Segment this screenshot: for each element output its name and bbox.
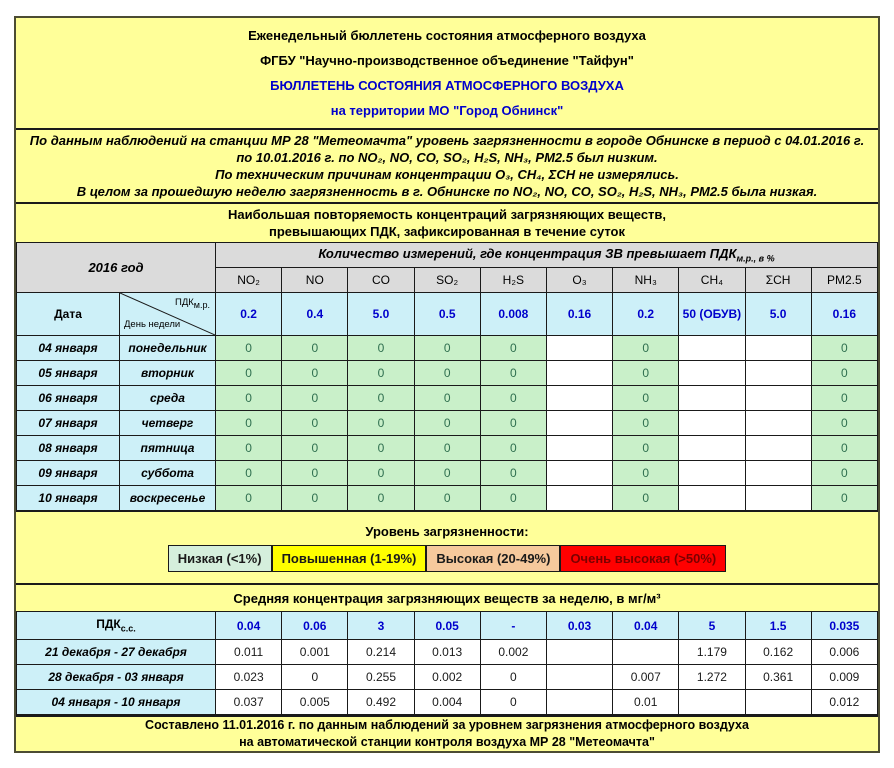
weekly-row [17,690,878,715]
pollutant-header-cell: SO₂ [414,268,480,293]
weekly-value-cell [613,640,679,665]
date-header-cell: Дата [17,293,120,336]
daily-value-cell [546,336,612,361]
pdk-mr-value-cell: 0.16 [546,293,612,336]
pollutant-header-cell: ΣCH [745,268,811,293]
daily-value-cell: 0 [613,361,679,386]
weekly-value-cell: 0.162 [745,640,811,665]
daily-value-cell: 0 [216,386,282,411]
weekly-value-cell: 0.005 [282,690,348,715]
measurements-header-cell: Количество измерений, где концентрация ЗВ превышает $ПДК_{м.р., в \%}$ [216,243,878,268]
daily-value-cell: 0 [282,461,348,486]
daily-row [17,411,878,436]
daily-table-title [16,204,878,242]
weekly-value-cell: 0.01 [613,690,679,715]
pollutant-header-cell: CO [348,268,414,293]
daily-value-cell: 0 [348,461,414,486]
daily-value-cell: 0 [216,336,282,361]
legend-title: Уровень загрязненности: [365,523,529,539]
daily-value-cell [546,436,612,461]
daily-value-cell: 0 [613,486,679,511]
daily-value-cell: 0 [282,411,348,436]
legend-item: Низкая (<1%) [168,545,272,572]
daily-value-cell [679,411,745,436]
day-cell: пятница [120,436,216,461]
intro-line-1: По данным наблюдений на станции МР 28 "Метеомачта" уровень загрязненности в городе Обнинске в период с 04.01.2016 г. по 10.01.2016 г. по NO₂, NO, CO, SO₂, H₂S, NH₃, PM2.5 был низким. [29,133,865,165]
date-cell: 07 января [17,411,120,436]
weekly-value-cell: 0 [480,665,546,690]
day-cell: вторник [120,361,216,386]
daily-row [17,486,878,511]
week-label-cell: 04 января - 10 января [17,690,216,715]
territory-title: на территории МО "Город Обнинск" [330,103,564,118]
daily-value-cell [679,436,745,461]
bulletin-subtitle: Еженедельный бюллетень состояния атмосферного воздуха [248,28,646,43]
week-label-cell: 21 декабря - 27 декабря [17,640,216,665]
pollutant-header-cell: NO [282,268,348,293]
daily-value-cell: 0 [811,411,877,436]
footer-line-2: на автоматической станции контроля воздуха МР 28 "Метеомачта" [239,735,655,749]
daily-value-cell: 0 [811,436,877,461]
daily-value-cell: 0 [811,361,877,386]
daily-value-cell: 0 [282,361,348,386]
daily-value-cell: 0 [613,336,679,361]
daily-row [17,336,878,361]
legend-item: Повышенная (1-19%) [272,545,427,572]
daily-value-cell: 0 [480,461,546,486]
pdk-mr-value-cell: 0.4 [282,293,348,336]
daily-value-cell: 0 [480,486,546,511]
day-cell: четверг [120,411,216,436]
daily-value-cell [745,486,811,511]
daily-value-cell: 0 [811,386,877,411]
diagonal-header-cell [120,293,216,336]
daily-row [17,461,878,486]
weekly-value-cell [546,690,612,715]
date-cell: 05 января [17,361,120,386]
weekly-table-body [17,612,878,715]
weekly-value-cell: 0.001 [282,640,348,665]
daily-value-cell: 0 [216,411,282,436]
daily-value-cell: 0 [414,386,480,411]
pdk-ss-value-cell: 0.035 [811,612,877,640]
pdk-ss-label-cell: $ПДК_{с.с.}$ [17,612,216,640]
week-label-cell: 28 декабря - 03 января [17,665,216,690]
intro-block [16,130,878,204]
daily-value-cell: 0 [613,436,679,461]
date-cell: 08 января [17,436,120,461]
daily-value-cell: 0 [348,486,414,511]
daily-value-cell: 0 [216,461,282,486]
daily-value-cell [745,336,811,361]
year-header-cell: 2016 год [17,243,216,293]
intro-line-3: В целом за прошедшую неделю загрязненность в г. Обнинске по NO₂, NO, CO, SO₂, H₂S, NH₃, PM2.5 была низкая. [76,184,818,199]
daily-value-cell [679,386,745,411]
weekly-value-cell: 1.272 [679,665,745,690]
weekly-value-cell: 1.179 [679,640,745,665]
weekly-value-cell: 0.037 [216,690,282,715]
daily-header-row-1 [17,243,878,268]
daily-value-cell: 0 [414,461,480,486]
daily-value-cell: 0 [216,436,282,461]
weekly-value-cell: 0.012 [811,690,877,715]
daily-value-cell: 0 [480,336,546,361]
daily-value-cell: 0 [414,436,480,461]
daily-value-cell: 0 [414,361,480,386]
daily-value-cell [679,336,745,361]
pollutant-header-cell: O₃ [546,268,612,293]
daily-row [17,386,878,411]
page-title: БЮЛЛЕТЕНЬ СОСТОЯНИЯ АТМОСФЕРНОГО ВОЗДУХА [270,78,624,93]
pdk-ss-value-cell: 0.04 [216,612,282,640]
pdk-mr-value-cell: 0.2 [216,293,282,336]
daily-value-cell [546,386,612,411]
daily-value-cell: 0 [480,386,546,411]
pollutant-header-cell: PM2.5 [811,268,877,293]
footer-line-1: Составлено 11.01.2016 г. по данным наблюдений за уровнем загрязнения атмосферного воздуха [145,718,749,732]
date-cell: 10 января [17,486,120,511]
weekly-value-cell: 0.011 [216,640,282,665]
pdk-mr-value-cell: 50 (ОБУВ) [679,293,745,336]
weekly-value-cell: 0.004 [414,690,480,715]
weekly-value-cell: 0.214 [348,640,414,665]
legend-item: Высокая (20-49%) [426,545,560,572]
date-cell: 09 января [17,461,120,486]
pdk-ss-value-cell: 0.06 [282,612,348,640]
daily-value-cell [679,486,745,511]
date-cell: 06 января [17,386,120,411]
pdk-mr-value-cell: 0.2 [613,293,679,336]
pdk-ss-value-cell: - [480,612,546,640]
pollutant-header-cell: CH₄ [679,268,745,293]
daily-value-cell: 0 [414,411,480,436]
daily-value-cell: 0 [480,436,546,461]
weekly-value-cell: 0.361 [745,665,811,690]
day-of-week-label: День недели [124,319,181,330]
day-cell: среда [120,386,216,411]
daily-value-cell: 0 [480,361,546,386]
weekly-value-cell [745,690,811,715]
daily-value-cell [546,461,612,486]
daily-value-cell: 0 [414,486,480,511]
weekly-row [17,640,878,665]
daily-value-cell [546,411,612,436]
daily-table-body [17,243,878,511]
weekly-table-title: Средняя концентрация загрязняющих веществ за неделю, в мг/м³ [233,590,661,606]
pdk-ss-row [17,612,878,640]
daily-value-cell: 0 [613,411,679,436]
daily-value-cell: 0 [348,386,414,411]
organization-name: ФГБУ "Научно-производственное объединение "Тайфун" [260,53,634,68]
bulletin-page [14,16,880,753]
intro-line-2: По техническим причинам концентрации O₃, CH₄, ΣCH не измерялись. [215,167,679,182]
pdk-mr-value-cell: 0.5 [414,293,480,336]
daily-table [16,242,878,511]
day-cell: суббота [120,461,216,486]
daily-value-cell [745,436,811,461]
weekly-value-cell [546,665,612,690]
legend-block [16,511,878,585]
pdk-ss-value-cell: 5 [679,612,745,640]
weekly-row [17,665,878,690]
pdk-mr-label: $ПДК_{м.р.}$ [175,297,210,310]
daily-value-cell [745,411,811,436]
daily-value-cell: 0 [282,436,348,461]
pdk-ss-value-cell: 1.5 [745,612,811,640]
weekly-value-cell: 0 [480,690,546,715]
daily-value-cell: 0 [414,336,480,361]
daily-value-cell: 0 [216,361,282,386]
daily-row [17,436,878,461]
daily-title-line-1: Наибольшая повторяемость концентраций загрязняющих веществ, [227,207,667,222]
daily-value-cell [745,461,811,486]
daily-value-cell [745,386,811,411]
daily-value-cell: 0 [282,486,348,511]
legend-item: Очень высокая (>50%) [560,545,726,572]
pollutant-header-cell: H₂S [480,268,546,293]
daily-value-cell [546,361,612,386]
daily-row [17,361,878,386]
daily-value-cell [679,461,745,486]
daily-value-cell: 0 [282,386,348,411]
daily-value-cell: 0 [282,336,348,361]
header-block [16,18,878,130]
pdk-mr-value-cell: 0.16 [811,293,877,336]
pdk-ss-value-cell: 0.04 [613,612,679,640]
legend-row [168,545,727,572]
pdk-mr-value-cell: 5.0 [348,293,414,336]
daily-value-cell [679,361,745,386]
weekly-value-cell: 0.002 [414,665,480,690]
weekly-value-cell: 0.255 [348,665,414,690]
day-cell: воскресенье [120,486,216,511]
pollutant-header-cell: NH₃ [613,268,679,293]
daily-value-cell: 0 [348,336,414,361]
weekly-value-cell: 0.006 [811,640,877,665]
pdk-mr-row [17,293,878,336]
weekly-value-cell [546,640,612,665]
daily-value-cell: 0 [613,386,679,411]
daily-title-line-2: превышающих ПДК, зафиксированная в течение суток [269,224,625,239]
daily-value-cell: 0 [811,336,877,361]
daily-value-cell [745,361,811,386]
weekly-value-cell: 0 [282,665,348,690]
footer-block [16,715,878,751]
daily-value-cell: 0 [480,411,546,436]
day-cell: понедельник [120,336,216,361]
daily-value-cell: 0 [811,461,877,486]
weekly-table [16,611,878,715]
weekly-value-cell [679,690,745,715]
pdk-ss-value-cell: 3 [348,612,414,640]
daily-value-cell: 0 [811,486,877,511]
date-cell: 04 января [17,336,120,361]
weekly-value-cell: 0.007 [613,665,679,690]
pdk-mr-value-cell: 0.008 [480,293,546,336]
pollutant-header-cell: NO₂ [216,268,282,293]
weekly-value-cell: 0.013 [414,640,480,665]
weekly-value-cell: 0.023 [216,665,282,690]
daily-value-cell [546,486,612,511]
pdk-ss-value-cell: 0.03 [546,612,612,640]
daily-value-cell: 0 [348,436,414,461]
pdk-ss-value-cell: 0.05 [414,612,480,640]
daily-value-cell: 0 [613,461,679,486]
weekly-value-cell: 0.492 [348,690,414,715]
weekly-value-cell: 0.002 [480,640,546,665]
daily-value-cell: 0 [348,361,414,386]
pdk-mr-value-cell: 5.0 [745,293,811,336]
weekly-value-cell: 0.009 [811,665,877,690]
daily-value-cell: 0 [216,486,282,511]
daily-value-cell: 0 [348,411,414,436]
